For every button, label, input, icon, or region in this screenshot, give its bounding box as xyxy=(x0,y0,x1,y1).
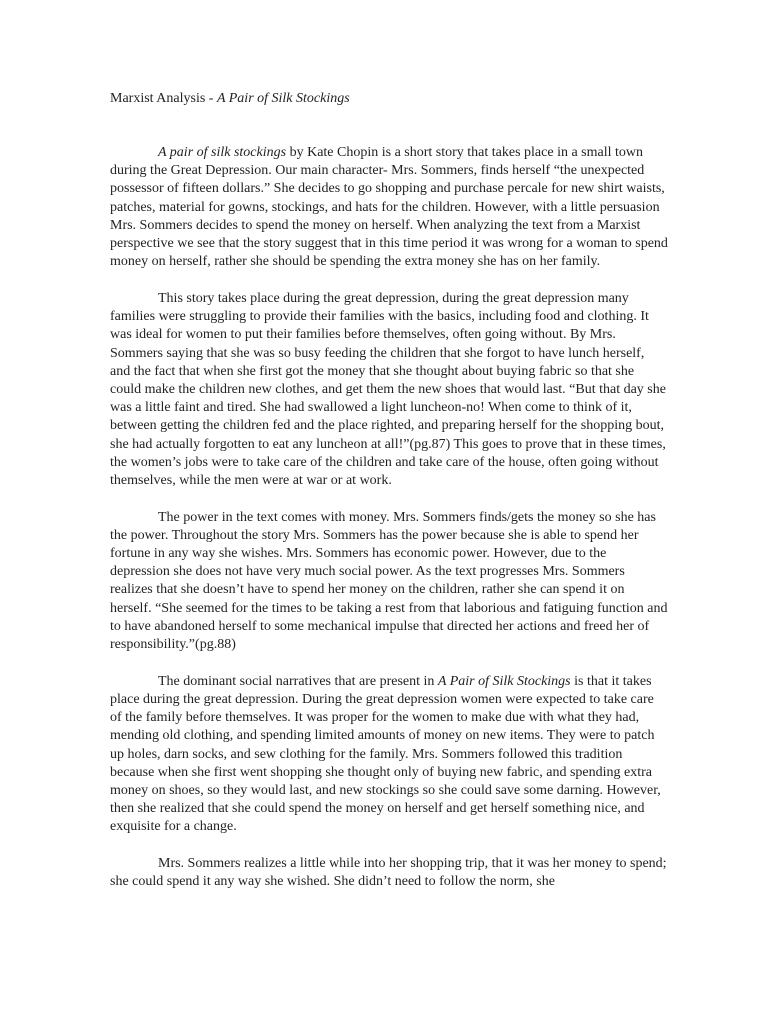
document-title xyxy=(110,90,668,108)
paragraph-2 xyxy=(110,290,668,490)
paragraph-4-text-after: is that it takes place during the great depression. During the great depression women were expected to take care of the family before themselves. It was proper for the women to make due with what they had, mending old clothing, and spending limited amounts of money on new items. They were to patch up holes, darn socks, and sew clothing for the family. Mrs. Sommers followed this tradition because when she first went shopping she thought only of buying new fabric, and spending extra money on shoes, so they would last, and new stockings so she could save some darning. However, then she realized that she could spend the money on herself and get herself something nice, and exquisite for a change. xyxy=(110,673,661,835)
paragraph-1 xyxy=(110,144,668,271)
paragraph-4-italic: A Pair of Silk Stockings xyxy=(437,673,571,689)
paragraph-3 xyxy=(110,509,668,655)
paragraph-5-text: Mrs. Sommers realizes a little while into her shopping trip, that it was her money to spend; she could spend it any way she wished. She didn’t need to follow the norm, she xyxy=(110,856,667,890)
title-prefix: Marxist Analysis - xyxy=(110,91,217,106)
paragraph-1-lead: A pair of silk stockings xyxy=(158,145,287,160)
paragraph-4-text-before: The dominant social narratives that are present in xyxy=(158,673,438,689)
paragraph-3-text: The power in the text comes with money. Mrs. Sommers finds/gets the money so she has the power. Throughout the story Mrs. Sommers has the power because she is able to spend her fortune in any way she wishes. Mrs. Sommers has economic power. However, due to the depression she does not have very much social power. As the text progresses Mrs. Sommers realizes that she doesn’t have to spend her money on the children, rather she can spend it on herself. “She seemed for the times to be taking a rest from that laborious and fatiguing function and to have abandoned herself to some mechanical impulse that directed her actions and freed her of responsibility.”(pg.88) xyxy=(110,509,668,653)
paragraph-1-text: by Kate Chopin is a short story that takes place in a small town during the Great Depression. Our main character- Mrs. Sommers, finds herself “the unexpected possessor of fifteen dollars.” She decides to go shopping and purchase percale for new shirt waists, patches, material for gowns, stockings, and hats for the children. However, with a little persuasion Mrs. Sommers decides to spend the money on herself. When analyzing the text from a Marxist perspective we see that the story suggest that in this time period it was wrong for a woman to spend money on herself, rather she should be spending the extra money she has on her family. xyxy=(110,145,668,270)
paragraph-2-text: This story takes place during the great depression, during the great depression many families were struggling to provide their families with the basics, including food and clothing. It was ideal for women to put their families before themselves, often going without. By Mrs. Sommers saying that she was so busy feeding the children that she forgot to have lunch herself, and the fact that when she first got the money that she thought about buying fabric so that she could make the children new clothes, and get them the new shoes that would last. “But that day she was a little faint and tired. She had swallowed a light luncheon-no! When come to think of it, between getting the children fed and the place righted, and preparing herself for the shopping bout, she had actually forgotten to eat any luncheon at all!”(pg.87) This goes to prove that in these times, the women’s jobs were to take care of the children and take care of the house, often going without themselves, while the men were at war or at work. xyxy=(110,290,666,488)
paragraph-5 xyxy=(110,855,668,891)
title-italic: A Pair of Silk Stockings xyxy=(216,91,350,106)
paragraph-4 xyxy=(110,673,668,837)
